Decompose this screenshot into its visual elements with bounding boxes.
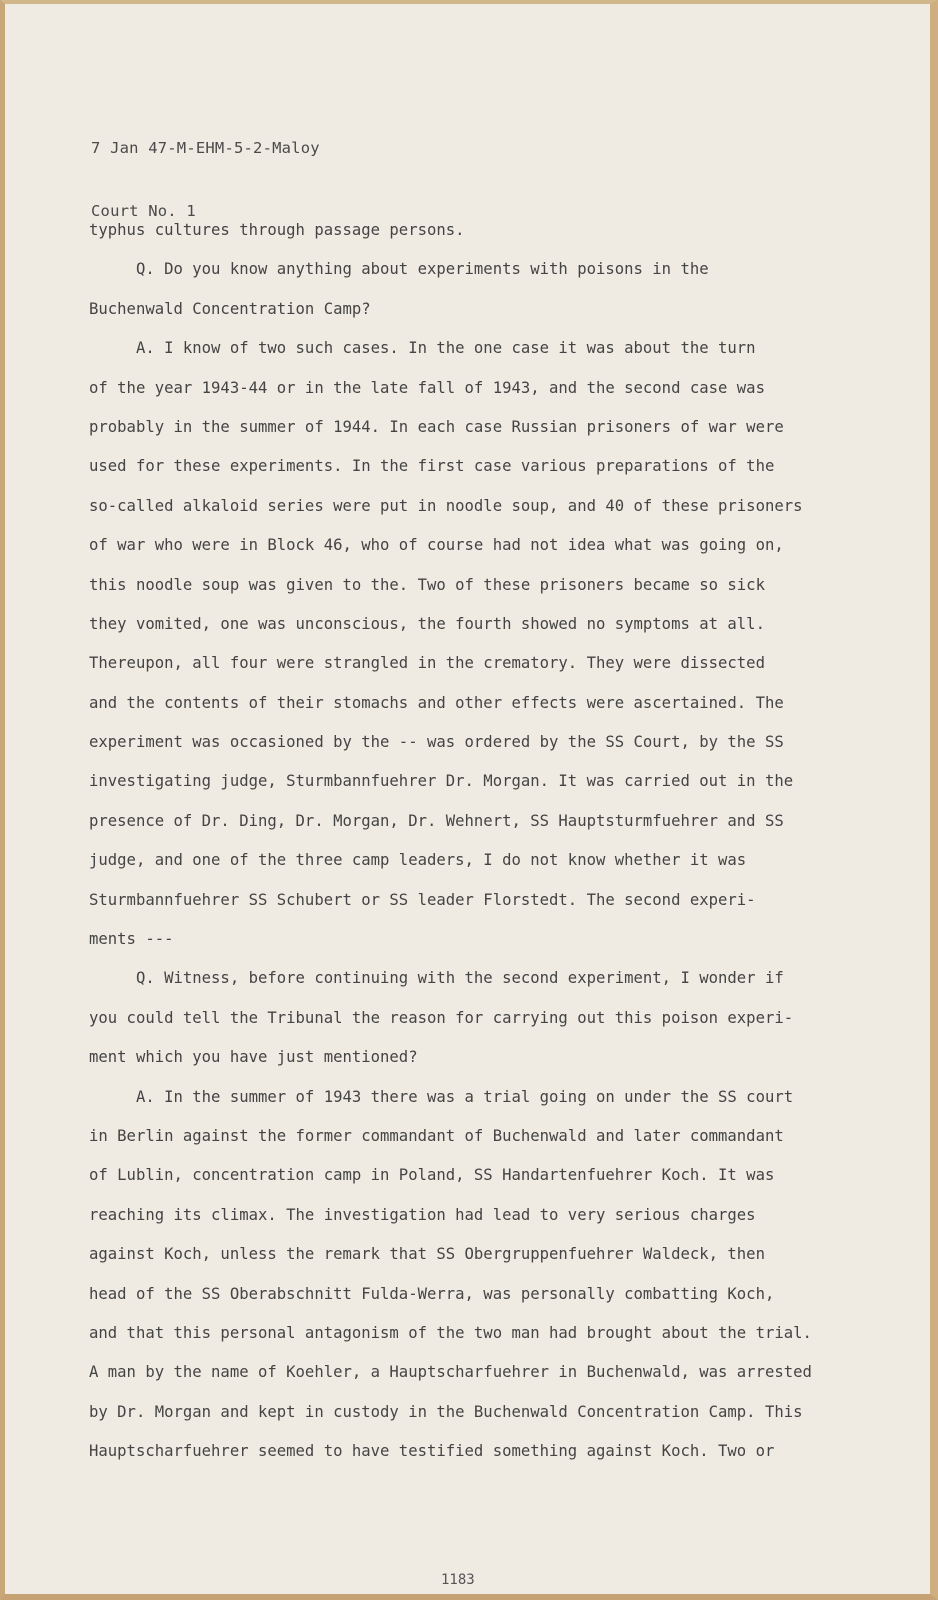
transcript-line: typhus cultures through passage persons. (89, 221, 465, 239)
transcript-line: of the year 1943-44 or in the late fall of 1943, and the second case was (89, 378, 765, 397)
transcript-line: A man by the name of Koehler, a Hauptscharfuehrer in Buchenwald, was arrested (89, 1363, 812, 1382)
transcript-line: this noodle soup was given to the. Two of these prisoners became so sick (89, 575, 765, 594)
transcript-line: of war who were in Block 46, who of course had not idea what was going on, (89, 536, 784, 555)
transcript-line: presence of Dr. Ding, Dr. Morgan, Dr. Wehnert, SS Hauptsturmfuehrer and SS (89, 811, 784, 830)
transcript-line: of Lublin, concentration camp in Poland, SS Handartenfuehrer Koch. It was (89, 1166, 775, 1185)
transcript-line: reaching its climax. The investigation had lead to very serious charges (89, 1205, 756, 1224)
transcript-line: they vomited, one was unconscious, the fourth showed no symptoms at all. (89, 614, 765, 633)
transcript-line: used for these experiments. In the first case various preparations of the (89, 457, 775, 476)
transcript-line: Thereupon, all four were strangled in the crematory. They were dissected (89, 654, 765, 673)
transcript-line: ment which you have just mentioned? (89, 1048, 418, 1067)
transcript-line: experiment was occasioned by the -- was ordered by the SS Court, by the SS (89, 733, 784, 752)
transcript-line: and that this personal antagonism of the two man had brought about the trial. (89, 1323, 812, 1342)
transcript-line: against Koch, unless the remark that SS Obergruppenfuehrer Waldeck, then (89, 1245, 765, 1264)
transcript-line: investigating judge, Sturmbannfuehrer Dr. Morgan. It was carried out in the (89, 772, 794, 791)
header-line-court: Court No. 1 (91, 202, 196, 220)
transcript-line: so-called alkaloid series were put in noodle soup, and 40 of these prisoners (89, 496, 803, 515)
header-line-session: 7 Jan 47-M-EHM-5-2-Maloy (91, 139, 320, 157)
transcript-line: A. I know of two such cases. In the one case it was about the turn (89, 339, 756, 358)
transcript-line: in Berlin against the former commandant of Buchenwald and later commandant (89, 1126, 784, 1145)
transcript-line: ments --- (89, 930, 174, 949)
transcript-line: Q. Do you know anything about experiments with poisons in the (89, 260, 709, 279)
transcript-line: A. In the summer of 1943 there was a trial going on under the SS court (89, 1087, 794, 1106)
transcript-line: head of the SS Oberabschnitt Fulda-Werra, was personally combatting Koch, (89, 1284, 775, 1303)
transcript-line: Q. Witness, before continuing with the second experiment, I wonder if (89, 969, 784, 988)
transcript-line: judge, and one of the three camp leaders, I do not know whether it was (89, 851, 747, 870)
transcript-line: by Dr. Morgan and kept in custody in the Buchenwald Concentration Camp. This (89, 1402, 803, 1421)
transcript-line: Buchenwald Concentration Camp? (89, 299, 371, 318)
transcript-body (89, 211, 879, 1472)
transcript-line: Hauptscharfuehrer seemed to have testified something against Koch. Two or (89, 1442, 775, 1461)
transcript-line: probably in the summer of 1944. In each case Russian prisoners of war were (89, 417, 784, 436)
transcript-line: and the contents of their stomachs and other effects were ascertained. The (89, 693, 784, 712)
transcript-line: Sturmbannfuehrer SS Schubert or SS leader Florstedt. The second experi- (89, 890, 756, 909)
transcript-line: you could tell the Tribunal the reason for carrying out this poison experi- (89, 1008, 794, 1027)
page-number: 1183 (441, 1572, 475, 1588)
